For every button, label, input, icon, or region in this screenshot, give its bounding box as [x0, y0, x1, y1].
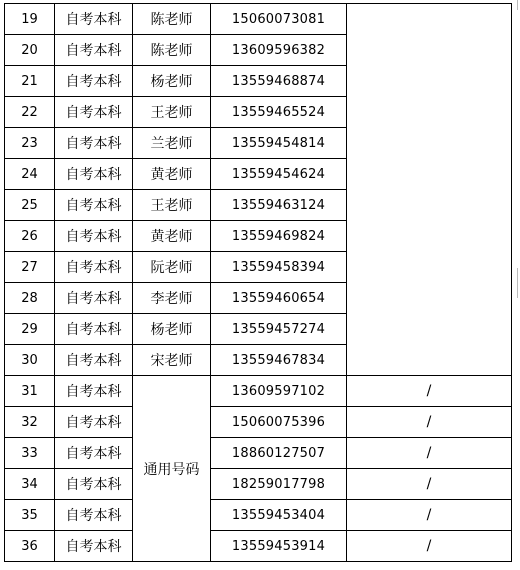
program-type-cell: 自考本科 [55, 35, 133, 66]
phone-number-cell: 13609597102 [211, 376, 347, 407]
row-number-cell: 22 [5, 97, 55, 128]
phone-number-cell: 13559454814 [211, 128, 347, 159]
program-type-cell: 自考本科 [55, 283, 133, 314]
table-row [5, 438, 512, 469]
phone-number-cell: 15060075396 [211, 407, 347, 438]
teacher-name-cell: 杨老师 [133, 314, 211, 345]
table-row [5, 531, 512, 562]
row-number-cell: 33 [5, 438, 55, 469]
row-number-cell: 31 [5, 376, 55, 407]
teacher-name-cell: 杨老师 [133, 66, 211, 97]
teacher-name-cell: 陈老师 [133, 35, 211, 66]
table-row [5, 4, 512, 35]
row-number-cell: 20 [5, 35, 55, 66]
row-number-cell: 19 [5, 4, 55, 35]
phone-number-cell: 13559454624 [211, 159, 347, 190]
teacher-name-cell: 宋老师 [133, 345, 211, 376]
row-number-cell: 30 [5, 345, 55, 376]
teacher-name-cell: 黄老师 [133, 221, 211, 252]
note-cell: / [347, 438, 512, 469]
program-type-cell: 自考本科 [55, 190, 133, 221]
program-type-cell: 自考本科 [55, 252, 133, 283]
phone-number-cell: 13559460654 [211, 283, 347, 314]
contact-table-body [5, 4, 512, 562]
contact-table [4, 3, 512, 562]
note-cell: / [347, 376, 512, 407]
program-type-cell: 自考本科 [55, 407, 133, 438]
program-type-cell: 自考本科 [55, 4, 133, 35]
teacher-name-cell: 阮老师 [133, 252, 211, 283]
teacher-name-cell: 陈老师 [133, 4, 211, 35]
note-cell: / [347, 469, 512, 500]
note-cell: / [347, 500, 512, 531]
teacher-name-cell: 王老师 [133, 97, 211, 128]
teacher-name-cell: 兰老师 [133, 128, 211, 159]
program-type-cell: 自考本科 [55, 66, 133, 97]
phone-number-cell: 13559457274 [211, 314, 347, 345]
row-number-cell: 34 [5, 469, 55, 500]
phone-number-cell: 13559465524 [211, 97, 347, 128]
teacher-name-cell: 王老师 [133, 190, 211, 221]
table-row [5, 469, 512, 500]
row-number-cell: 25 [5, 190, 55, 221]
phone-number-cell: 18860127507 [211, 438, 347, 469]
page-edge-line-mid [517, 268, 518, 298]
phone-number-cell: 13559467834 [211, 345, 347, 376]
row-number-cell: 28 [5, 283, 55, 314]
row-number-cell: 21 [5, 66, 55, 97]
page-edge-line-top [517, 0, 518, 10]
row-number-cell: 23 [5, 128, 55, 159]
teacher-name-cell: 李老师 [133, 283, 211, 314]
table-row [5, 500, 512, 531]
phone-number-cell: 13559458394 [211, 252, 347, 283]
phone-number-cell: 13559468874 [211, 66, 347, 97]
program-type-cell: 自考本科 [55, 221, 133, 252]
merged-blank-cell [347, 4, 512, 376]
phone-number-cell: 13559463124 [211, 190, 347, 221]
phone-number-cell: 13559453404 [211, 500, 347, 531]
table-row [5, 407, 512, 438]
phone-number-cell: 13609596382 [211, 35, 347, 66]
program-type-cell: 自考本科 [55, 531, 133, 562]
row-number-cell: 29 [5, 314, 55, 345]
program-type-cell: 自考本科 [55, 500, 133, 531]
program-type-cell: 自考本科 [55, 97, 133, 128]
row-number-cell: 35 [5, 500, 55, 531]
phone-number-cell: 15060073081 [211, 4, 347, 35]
row-number-cell: 26 [5, 221, 55, 252]
program-type-cell: 自考本科 [55, 345, 133, 376]
row-number-cell: 36 [5, 531, 55, 562]
teacher-name-cell: 黄老师 [133, 159, 211, 190]
program-type-cell: 自考本科 [55, 438, 133, 469]
phone-number-cell: 13559469824 [211, 221, 347, 252]
program-type-cell: 自考本科 [55, 314, 133, 345]
row-number-cell: 24 [5, 159, 55, 190]
program-type-cell: 自考本科 [55, 469, 133, 500]
note-cell: / [347, 407, 512, 438]
table-row [5, 376, 512, 407]
program-type-cell: 自考本科 [55, 128, 133, 159]
phone-number-cell: 18259017798 [211, 469, 347, 500]
general-number-label: 通用号码 [133, 376, 211, 562]
phone-number-cell: 13559453914 [211, 531, 347, 562]
row-number-cell: 27 [5, 252, 55, 283]
note-cell: / [347, 531, 512, 562]
program-type-cell: 自考本科 [55, 376, 133, 407]
row-number-cell: 32 [5, 407, 55, 438]
program-type-cell: 自考本科 [55, 159, 133, 190]
